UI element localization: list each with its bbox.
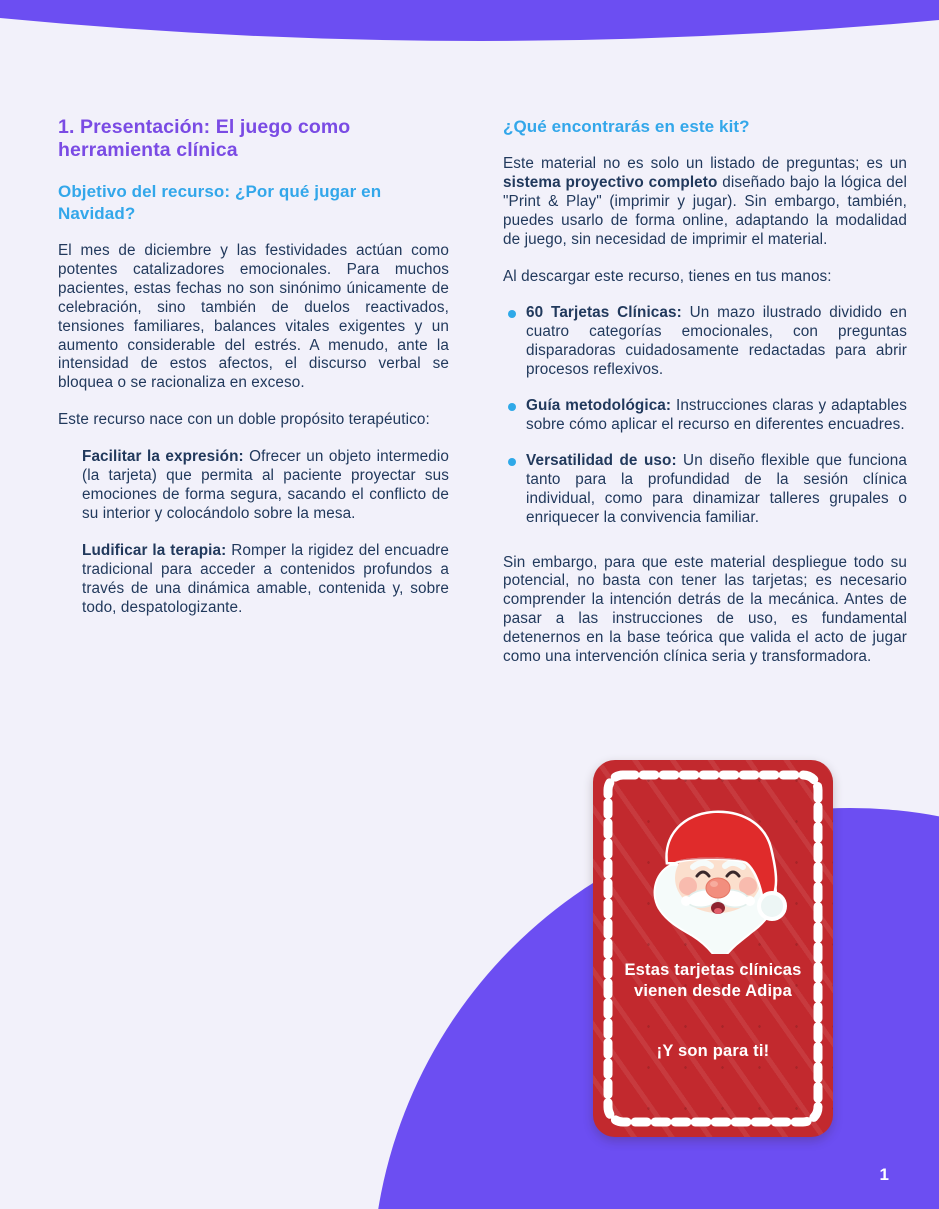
purpose-item [58,448,449,524]
paragraph-text: Este material no es solo un listado de preguntas; es un [503,155,907,172]
christmas-card [593,760,833,1137]
paragraph-bold-text: sistema proyectivo completo [503,173,718,191]
paragraph-text: diseñado bajo la lógica del "Print & Play" (imprimir y jugar). Sin embargo, también, puedes usarlo de forma online, adaptando la modalidad de juego, sin necesidad de imprimir el material. [503,173,907,248]
list-item-text [526,452,907,528]
bullet-icon [508,458,516,466]
purpose-item-lead: Facilitar la expresión: [82,448,244,466]
section-subtitle: Objetivo del recurso: ¿Por qué jugar en Navidad? [58,182,382,223]
paragraph: Sin embargo, para que este material despliegue todo su potencial, no basta con tener las tarjetas; es necesario comprender la intención detrás de la mecánica. Antes de pasar a las instrucciones de uso, es fundamental detenernos en la base teórica que valida el acto de jugar como una intervención clínica seria y transformadora. [503,553,907,666]
santa-claus-icon [643,804,793,954]
list-item-lead: 60 Tarjetas Clínicas: [526,304,682,322]
list-item-lead: Versatilidad de uso: [526,451,677,469]
paragraph: Este recurso nace con un doble propósito terapéutico: [58,411,430,429]
list-item-body: Instrucciones claras y adaptables sobre cómo aplicar el recurso en diferentes encuadres. [526,397,907,433]
list-item-lead: Guía metodológica: [526,397,672,415]
card-message: Estas tarjetas clínicas vienen desde Adipa [624,961,802,1000]
right-column [503,116,907,685]
paragraph: Al descargar este recurso, tienes en tus manos: [503,267,832,285]
purpose-item-text: Ofrecer un objeto intermedio (la tarjeta) que permita al paciente proyectar sus emociones de forma segura, sacando el conflicto de su interior y colocándolo sobre la mesa. [82,448,449,522]
bullet-icon [508,403,516,411]
paragraph: El mes de diciembre y las festividades actúan como potentes catalizadores emocionales. Para muchos pacientes, estas fechas no son sinónimo únicamente de celebración, sino también de duelos reactivados, tensiones familiares, balances vitales exigentes y un aumento considerable del estrés. A menudo, ante la intensidad de estos afectos, el discurso verbal se bloquea o se racionaliza en exceso. [58,242,449,392]
purpose-item-text: Romper la rigidez del encuadre tradicional para acceder a contenidos profundos a través de una dinámica amable, contenida y, sobre todo, despatologizante. [82,541,449,616]
page-number: 1 [879,1165,889,1184]
purpose-item-lead: Ludificar la terapia: [82,541,227,559]
list-item-text [526,397,907,435]
bullet-icon [508,310,516,318]
purpose-item [58,542,449,618]
list-item-body: Un diseño flexible que funciona tanto para la profundidad de la sesión clínica individual, como para dinamizar talleres grupales o enriquecer la convivencia familiar. [526,451,907,526]
section-title: 1. Presentación: El juego como herramienta clínica [58,116,351,161]
list-item-body: Un mazo ilustrado dividido en cuatro categorías emocionales, con preguntas disparadoras cuidadosamente redactadas para abrir procesos reflexivos. [526,304,907,379]
list-item [503,452,907,528]
paragraph [503,155,907,250]
kit-contents-list [503,304,907,527]
list-item-text [526,304,907,380]
section-subtitle: ¿Qué encontrarás en este kit? [503,117,750,136]
left-column [58,116,449,635]
list-item [503,397,907,435]
list-item [503,304,907,380]
top-wave-decoration [0,0,939,70]
card-message-2: ¡Y son para ti! [656,1042,770,1060]
